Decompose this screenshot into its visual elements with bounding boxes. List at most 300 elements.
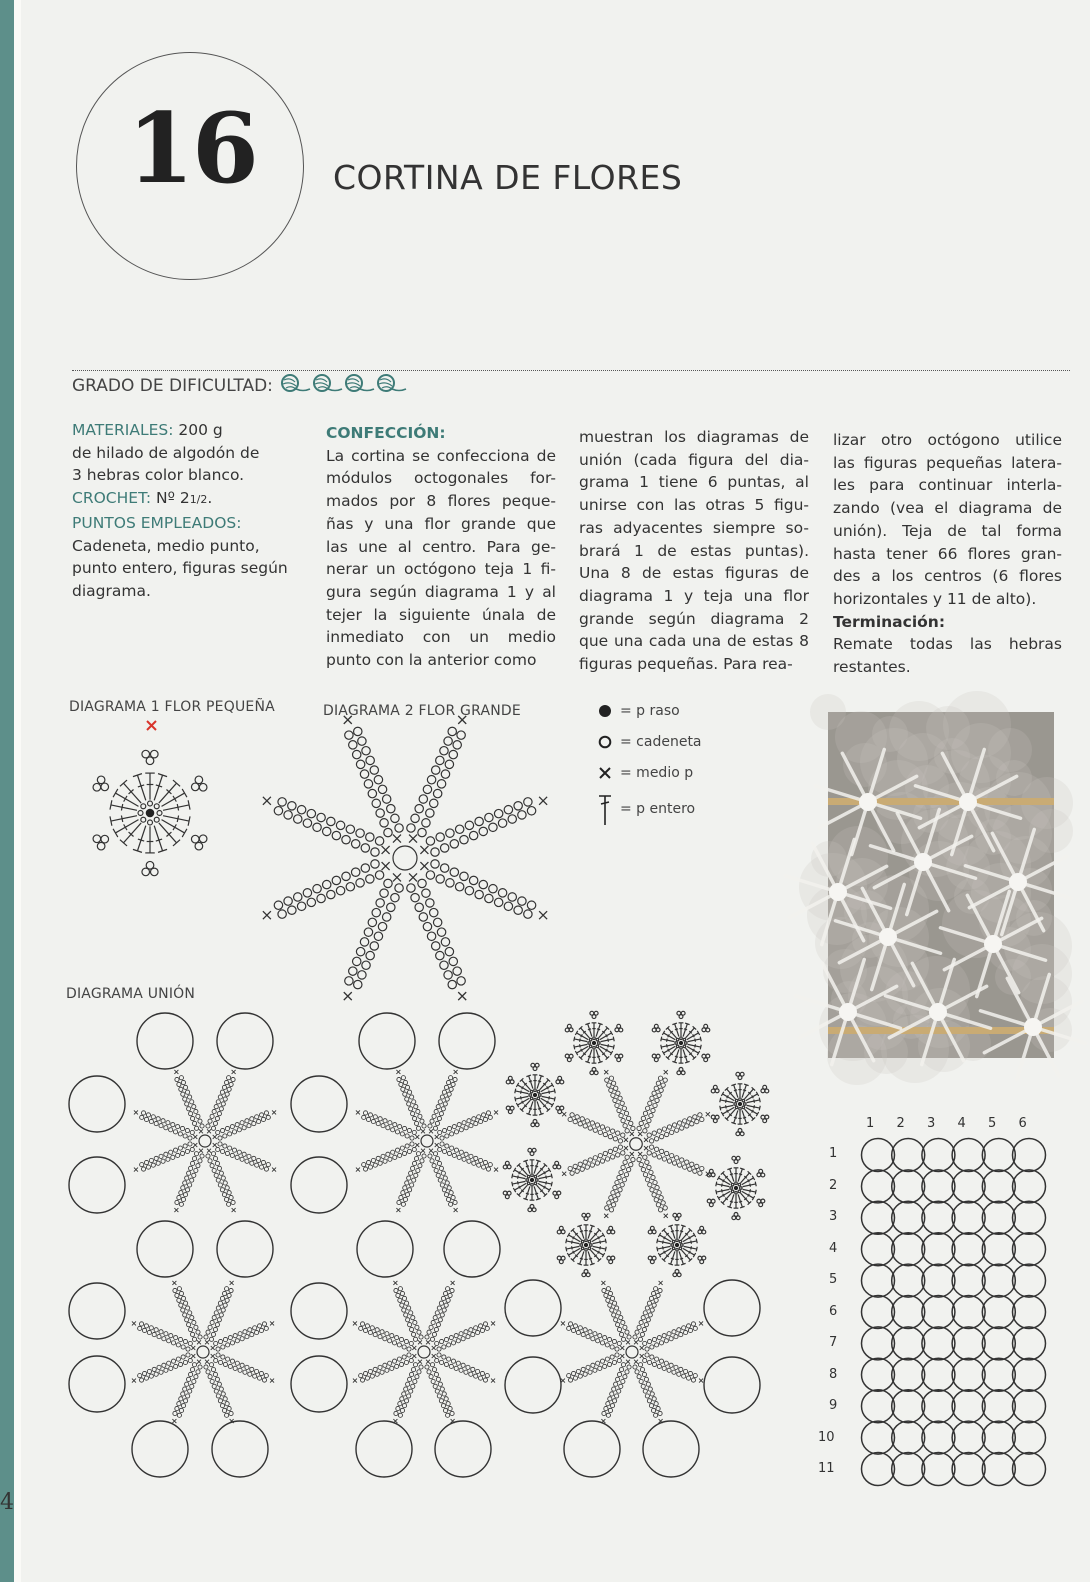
- chain-stitch: [443, 1408, 447, 1412]
- stitch-top: [727, 1206, 732, 1208]
- chain-stitch: [416, 1126, 420, 1130]
- stitch-post: [566, 1246, 579, 1249]
- chain-stitch: [194, 1109, 198, 1113]
- chain-stitch: [235, 1155, 239, 1159]
- stitch-top: [598, 1061, 603, 1063]
- chain-stitch: [229, 1195, 233, 1199]
- chain-stitch: [405, 1181, 409, 1185]
- chain-stitch: [411, 1332, 415, 1336]
- picot: [707, 1199, 711, 1203]
- chain-stitch: [446, 879, 454, 887]
- chain-stitch: [442, 1090, 446, 1094]
- picot: [711, 1089, 715, 1093]
- chain-stitch: [606, 1402, 610, 1406]
- placeholder-ring: [291, 1157, 347, 1213]
- chain-stitch: [650, 1096, 654, 1100]
- placeholder-ring: [217, 1221, 273, 1277]
- grid-circle: [982, 1390, 1015, 1423]
- chain-stitch: [245, 1159, 249, 1163]
- stitch-top: [577, 1263, 582, 1265]
- chain-stitch: [469, 1124, 473, 1128]
- chain-stitch: [313, 823, 321, 831]
- stitch-bar: [521, 1090, 522, 1093]
- chain-stitch: [677, 1163, 681, 1167]
- chain-stitch: [580, 1117, 584, 1121]
- chain-stitch: [217, 1382, 221, 1386]
- chain-stitch: [164, 1126, 168, 1130]
- chain-stitch: [676, 1045, 678, 1047]
- chain-stitch: [403, 1092, 407, 1096]
- chain-stitch: [257, 1324, 261, 1328]
- chain-stitch: [485, 1326, 489, 1330]
- chain-stitch: [303, 819, 311, 827]
- picot: [101, 835, 109, 843]
- chain-stitch: [455, 883, 463, 891]
- chain-stitch: [465, 886, 473, 894]
- chain-stitch: [214, 1341, 218, 1345]
- medio-punto: [432, 1354, 436, 1358]
- chain-stitch: [479, 1119, 483, 1123]
- chain-stitch: [218, 1339, 222, 1343]
- chain-stitch: [364, 780, 372, 788]
- chain-stitch: [457, 1123, 461, 1127]
- chain-stitch: [681, 1244, 683, 1246]
- chain-stitch: [679, 1247, 681, 1249]
- chain-stitch: [216, 1347, 220, 1351]
- chain-stitch: [426, 871, 434, 879]
- grid-circle: [892, 1170, 925, 1203]
- chain-stitch: [436, 1105, 440, 1109]
- chain-stitch: [454, 1148, 458, 1152]
- chain-stitch: [445, 1181, 449, 1185]
- chain-stitch: [472, 1117, 476, 1121]
- chain-stitch: [398, 1413, 402, 1417]
- stitch-bar: [518, 1175, 519, 1178]
- terminacion-heading: Terminación:: [833, 612, 946, 631]
- chain-stitch: [240, 1157, 244, 1161]
- chain-stitch: [231, 1077, 235, 1081]
- stitch-bar: [572, 1240, 573, 1243]
- chain-stitch: [477, 1163, 481, 1167]
- stitch-top: [672, 1061, 677, 1063]
- chain-stitch: [647, 1165, 651, 1169]
- picot: [673, 1213, 677, 1217]
- chain-stitch: [257, 1376, 261, 1380]
- chain-stitch: [429, 1375, 433, 1379]
- chain-stitch: [225, 1402, 229, 1406]
- chain-stitch: [435, 1156, 439, 1160]
- chain-stitch: [642, 1327, 646, 1331]
- chain-stitch: [677, 1121, 681, 1125]
- stitch-bar: [597, 1056, 600, 1057]
- picot: [740, 1132, 744, 1136]
- text-line: grande según diagrama 2: [579, 609, 809, 628]
- chain-stitch: [368, 1330, 372, 1334]
- medio-punto: [272, 1110, 276, 1114]
- chain-stitch: [459, 1368, 463, 1372]
- chain-stitch: [345, 731, 353, 739]
- chain-stitch: [435, 1358, 439, 1362]
- text-line: unirse con las otras 5 figu-: [579, 496, 809, 515]
- medio-punto: [134, 1110, 138, 1114]
- chain-stitch: [639, 1320, 643, 1324]
- stitch-bar: [695, 1038, 696, 1041]
- picot: [559, 1226, 563, 1230]
- chain-stitch: [446, 1197, 450, 1201]
- chain-stitch: [222, 1193, 226, 1197]
- picot: [619, 1054, 623, 1058]
- chain-stitch: [176, 1343, 180, 1347]
- stitch-top: [740, 1206, 745, 1208]
- chain-stitch: [450, 1146, 454, 1150]
- chain-stitch: [366, 1160, 370, 1164]
- stitch-bar: [526, 1166, 529, 1167]
- chain-stitch: [175, 1200, 179, 1204]
- chain-stitch: [437, 1394, 441, 1398]
- grid-row-label: 8: [829, 1366, 838, 1382]
- chain-stitch: [607, 1362, 611, 1366]
- chain-stitch: [194, 1152, 198, 1156]
- chain-stitch: [332, 831, 340, 839]
- medio-punto: [604, 1214, 608, 1218]
- chain-stitch: [612, 1301, 616, 1305]
- stitch-post: [743, 1184, 756, 1187]
- chain-stitch: [440, 1183, 444, 1187]
- chain-stitch: [235, 1339, 239, 1343]
- chain-stitch: [224, 1197, 228, 1201]
- picot: [673, 1273, 677, 1277]
- chain-stitch: [659, 1359, 663, 1363]
- chain-stitch: [138, 1326, 142, 1330]
- stitch-post: [111, 805, 137, 810]
- chain-stitch: [405, 1134, 409, 1138]
- chain-stitch: [192, 1156, 196, 1160]
- chain-stitch: [700, 1166, 704, 1170]
- center-dot: [530, 1178, 534, 1182]
- chain-stitch: [222, 1408, 226, 1412]
- chain-stitch: [223, 1097, 227, 1101]
- chain-stitch: [213, 1156, 217, 1160]
- chain-stitch: [414, 1105, 418, 1109]
- chain-stitch: [396, 1293, 400, 1297]
- chain-stitch: [259, 1113, 263, 1117]
- chain-stitch: [621, 1320, 625, 1324]
- chain-stitch: [223, 1134, 227, 1138]
- medio-punto: [197, 1340, 201, 1344]
- chain-stitch: [647, 1339, 651, 1343]
- stitch-bar: [549, 1096, 550, 1099]
- chain-stitch: [227, 1087, 231, 1091]
- chain-stitch: [179, 1397, 183, 1401]
- chain-stitch: [159, 1370, 163, 1374]
- chain-stitch: [590, 1244, 592, 1246]
- chain-stitch: [641, 1167, 645, 1171]
- chain-stitch: [672, 1370, 676, 1374]
- chain-stitch: [622, 1178, 626, 1182]
- chain-stitch: [261, 1117, 265, 1121]
- medio-punto: [699, 1321, 703, 1325]
- chain-stitch: [394, 1411, 398, 1415]
- chain-stitch: [360, 938, 368, 946]
- chain-stitch: [383, 1363, 387, 1367]
- chain-stitch: [422, 1154, 426, 1158]
- chain-stitch: [680, 1037, 682, 1039]
- chain-stitch: [397, 1343, 401, 1347]
- chain-stitch: [575, 1169, 579, 1173]
- chain-stitch: [368, 1113, 372, 1117]
- picot: [654, 1024, 658, 1028]
- chain-stitch: [445, 1097, 449, 1101]
- stitch-bar: [726, 1105, 727, 1108]
- chain-stitch: [659, 1196, 663, 1200]
- chain-stitch: [436, 951, 444, 959]
- picot: [565, 1028, 569, 1032]
- placeholder-ring: [704, 1280, 760, 1336]
- grid-circle: [982, 1421, 1015, 1454]
- chain-stitch: [567, 1374, 571, 1378]
- medio-punto: [435, 1143, 439, 1147]
- chain-stitch: [410, 1136, 414, 1140]
- chain-stitch: [436, 875, 444, 883]
- chain-stitch: [436, 1377, 440, 1381]
- chain-stitch: [451, 1195, 455, 1199]
- chain-stitch: [608, 1149, 612, 1153]
- chain-stitch: [659, 1088, 663, 1092]
- chain-stitch: [693, 1169, 697, 1173]
- chain-stitch: [586, 1335, 590, 1339]
- chain-stitch: [596, 1361, 600, 1365]
- chain-stitch: [621, 1363, 625, 1367]
- chain-stitch: [437, 1116, 441, 1120]
- text-line: módulos octogonales for-: [326, 469, 556, 488]
- chain-stitch: [190, 1147, 194, 1151]
- text-line: restantes.: [833, 658, 911, 677]
- chain-stitch: [159, 1124, 163, 1128]
- grid-circle: [952, 1421, 985, 1454]
- stitch-top: [716, 1190, 717, 1195]
- chain-stitch: [672, 1123, 676, 1127]
- chain-stitch: [405, 1097, 409, 1101]
- chain-stitch: [227, 1191, 231, 1195]
- stitch-bar: [754, 1099, 755, 1102]
- stitch-bar: [521, 1096, 522, 1099]
- chain-stitch: [366, 951, 374, 959]
- chain-stitch: [568, 1117, 572, 1121]
- start-mark: [147, 721, 156, 730]
- chain-stitch: [646, 1318, 650, 1322]
- chain-stitch: [414, 1156, 418, 1160]
- chain-stitch: [351, 868, 359, 876]
- chain-stitch: [323, 880, 331, 888]
- chain-stitch: [659, 1149, 663, 1153]
- chain-stitch: [154, 1121, 158, 1125]
- chain-stitch: [651, 1291, 655, 1295]
- chain-stitch: [440, 1136, 444, 1140]
- chain-stitch: [402, 1392, 406, 1396]
- chain-stitch: [378, 922, 386, 930]
- chain-stitch: [398, 1153, 402, 1157]
- chain-stitch: [208, 1119, 212, 1123]
- chain-stitch: [635, 1330, 639, 1334]
- chain-stitch: [654, 1287, 658, 1291]
- chain-stitch: [434, 1109, 438, 1113]
- chain-stitch: [590, 1121, 594, 1125]
- chain-stitch: [614, 1382, 618, 1386]
- chain-stitch: [198, 1335, 202, 1339]
- chain-stitch: [230, 1341, 234, 1345]
- chain-stitch: [461, 1363, 465, 1367]
- chain-stitch: [215, 1116, 219, 1120]
- medio-punto: [412, 1346, 416, 1350]
- chain-stitch: [453, 1200, 457, 1204]
- chain-stitch: [173, 1411, 177, 1415]
- chain-stitch: [616, 1377, 620, 1381]
- stitch-bar: [671, 1258, 674, 1259]
- chain-stitch: [631, 1157, 635, 1161]
- picot: [765, 1089, 769, 1093]
- chain-stitch: [360, 1378, 364, 1382]
- grid-circle: [1013, 1296, 1046, 1329]
- chain-stitch: [593, 1156, 597, 1160]
- stitch-bar: [529, 1081, 532, 1082]
- stitch-post: [115, 793, 138, 806]
- chain-stitch: [152, 1367, 156, 1371]
- picot: [505, 1195, 509, 1199]
- stitch-top: [661, 1037, 662, 1042]
- picot: [582, 1273, 586, 1277]
- chain-stitch: [188, 1327, 192, 1331]
- chain-stitch: [664, 1151, 668, 1155]
- chain-stitch: [232, 1148, 236, 1152]
- grid-circle: [1013, 1264, 1046, 1297]
- chain-stitch: [615, 1353, 619, 1357]
- medio-punto: [193, 1135, 197, 1139]
- puntos-line: diagrama.: [72, 581, 151, 600]
- stitch-post: [688, 1039, 701, 1042]
- picot: [594, 1011, 598, 1015]
- chain-stitch: [610, 1308, 614, 1312]
- text-line: las figuras pequeñas latera-: [833, 453, 1062, 472]
- chain-stitch: [654, 1198, 658, 1202]
- stitch-top: [574, 1037, 575, 1042]
- chain-stitch: [476, 1369, 480, 1373]
- stitch-bar: [675, 1056, 678, 1057]
- medio-punto: [420, 846, 428, 854]
- chain-stitch: [625, 1330, 629, 1334]
- chain-stitch: [426, 899, 434, 907]
- chain-stitch: [645, 1347, 649, 1351]
- grid-circle: [892, 1201, 925, 1234]
- chain-stitch: [419, 1335, 423, 1339]
- chain-stitch: [144, 1160, 148, 1164]
- chain-stitch: [400, 1408, 404, 1412]
- picot: [677, 1071, 681, 1075]
- chain-stitch: [581, 1367, 585, 1371]
- chain-stitch: [237, 1128, 241, 1132]
- chain-stitch: [498, 819, 506, 827]
- chain-stitch: [162, 1363, 166, 1367]
- chain-stitch: [691, 1322, 695, 1326]
- chain-stitch: [570, 1113, 574, 1117]
- stitch-post: [111, 816, 137, 821]
- grid-circle: [892, 1421, 925, 1454]
- stitch-post: [163, 805, 189, 810]
- chain-stitch: [374, 932, 382, 940]
- stitch-top: [657, 1247, 658, 1252]
- chain-stitch: [294, 815, 302, 823]
- chain-stitch: [647, 1301, 651, 1305]
- medio-punto: [706, 1112, 710, 1116]
- center-ring: [630, 1138, 642, 1150]
- chain-stitch: [610, 1392, 614, 1396]
- chain-stitch: [232, 1130, 236, 1134]
- chain-stitch: [603, 1151, 607, 1155]
- chain-stitch: [411, 1384, 415, 1388]
- chain-stitch: [453, 1077, 457, 1081]
- chain-stitch: [407, 1090, 411, 1094]
- text-line: Una 8 de estas figuras de: [579, 564, 809, 583]
- chain-stitch: [264, 1326, 268, 1330]
- grid-circle: [922, 1390, 955, 1423]
- chain-stitch: [225, 1413, 229, 1417]
- chain-stitch: [646, 1382, 650, 1386]
- chain-stitch: [238, 1332, 242, 1336]
- stitch-top: [551, 1174, 552, 1179]
- chain-stitch: [440, 864, 448, 872]
- chain-stitch: [573, 1164, 577, 1168]
- chain-stitch: [620, 1183, 624, 1187]
- picot: [97, 842, 105, 850]
- medio-punto: [458, 992, 466, 1000]
- chain-stitch: [627, 1335, 631, 1339]
- chain-stitch: [225, 1287, 229, 1291]
- picot: [532, 1208, 536, 1212]
- chain-stitch: [664, 1339, 668, 1343]
- chain-stitch: [262, 1322, 266, 1326]
- picot: [565, 1054, 569, 1058]
- chain-stitch: [188, 1183, 192, 1187]
- chain-stitch: [354, 727, 362, 735]
- chain-stitch: [648, 1387, 652, 1391]
- chain-stitch: [177, 1298, 181, 1302]
- chain-stitch: [447, 1357, 451, 1361]
- chain-stitch: [645, 1306, 649, 1310]
- photo-flower-center: [879, 928, 897, 946]
- chain-stitch: [536, 1179, 538, 1181]
- chain-stitch: [180, 1126, 184, 1130]
- chain-stitch: [398, 1402, 402, 1406]
- medio-punto: [451, 1281, 455, 1285]
- chain-stitch: [356, 947, 364, 955]
- chain-stitch: [371, 1119, 375, 1123]
- chain-stitch: [354, 980, 362, 988]
- placeholder-ring: [356, 1421, 412, 1477]
- grid-circle: [1013, 1390, 1046, 1423]
- chain-stitch: [622, 1106, 626, 1110]
- chain-stitch: [345, 977, 353, 985]
- chain-stitch: [439, 1339, 443, 1343]
- grid-circle: [862, 1264, 895, 1297]
- chain-stitch: [402, 1308, 406, 1312]
- chain-stitch: [186, 1306, 190, 1310]
- chain-stitch: [693, 1374, 697, 1378]
- photo-flower-center: [859, 793, 877, 811]
- grid-circle: [982, 1170, 1015, 1203]
- grid-circle: [952, 1233, 985, 1266]
- chain-stitch: [162, 1337, 166, 1341]
- chain-stitch: [253, 1326, 257, 1330]
- chain-stitch: [230, 1153, 234, 1157]
